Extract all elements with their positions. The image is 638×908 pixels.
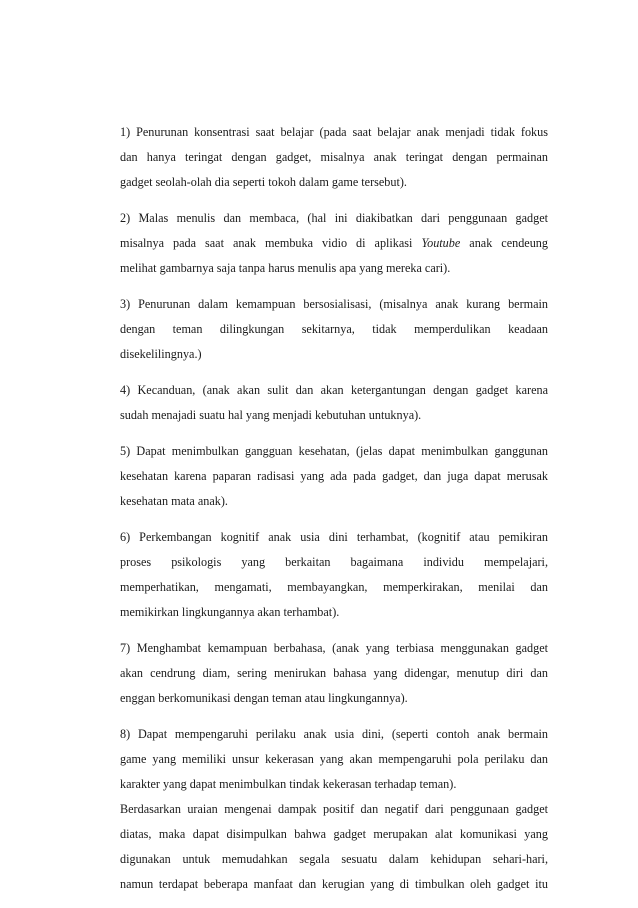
text-line: kesehatan karena paparan radisasi yang ada pada gadget, dan juga dapat merusak: [120, 469, 548, 483]
text-line: 6) Perkembangan kognitif anak usia dini terhambat, (kognitif atau pemikiran: [120, 530, 548, 544]
text-line: game yang memiliki unsur kekerasan yang akan mempengaruhi pola perilaku dan: [120, 752, 548, 766]
text-line: 4) Kecanduan, (anak akan sulit dan akan ketergantungan dengan gadget karena: [120, 383, 548, 397]
text-line: digunakan untuk memudahkan segala sesuatu dalam kehidupan sehari-hari,: [120, 852, 548, 866]
list-item-1: [120, 120, 548, 195]
text-line: 2) Malas menulis dan membaca, (hal ini diakibatkan dari penggunaan gadget: [120, 211, 548, 225]
text-line: diatas, maka dapat disimpulkan bahwa gadget merupakan alat komunikasi yang: [120, 827, 548, 841]
text-line: melihat gambarnya saja tanpa harus menulis apa yang mereka cari).: [120, 261, 451, 275]
text-line: gadget seolah-olah dia seperti tokoh dalam game tersebut).: [120, 175, 407, 189]
text-line: disekelilingnya.): [120, 347, 202, 361]
text-line: memikirkan lingkungannya akan terhambat).: [120, 605, 340, 619]
text-segment: anak cendeung: [469, 236, 548, 250]
text-line: dengan teman dilingkungan sekitarnya, tidak memperdulikan keadaan: [120, 322, 548, 336]
text-line: 1) Penurunan konsentrasi saat belajar (pada saat belajar anak menjadi tidak fokus: [120, 125, 548, 139]
list-item-5: [120, 439, 548, 514]
list-item-6: [120, 525, 548, 625]
text-line: memperhatikan, mengamati, membayangkan, memperkirakan, menilai dan: [120, 580, 548, 594]
text-line: karakter yang dapat menimbulkan tindak kekerasan terhadap teman).: [120, 777, 457, 791]
conclusion-paragraph: [120, 797, 548, 897]
text-line: 3) Penurunan dalam kemampuan bersosialisasi, (misalnya anak kurang bermain: [120, 297, 548, 311]
text-line: 8) Dapat mempengaruhi perilaku anak usia dini, (seperti contoh anak bermain: [120, 727, 548, 741]
text-line: enggan berkomunikasi dengan teman atau lingkungannya).: [120, 691, 408, 705]
text-line: dan hanya teringat dengan gadget, misalnya anak teringat dengan permainan: [120, 150, 548, 164]
document-body: [120, 120, 548, 908]
list-item-3: [120, 292, 548, 367]
list-item-2: [120, 206, 548, 281]
list-item-4: [120, 378, 548, 428]
text-line: akan cendrung diam, sering menirukan bahasa yang didengar, menutup diri dan: [120, 666, 548, 680]
text-line: kesehatan mata anak).: [120, 494, 228, 508]
text-segment: misalnya pada saat anak membuka vidio di aplikasi: [120, 236, 413, 250]
text-line: sudah menajadi suatu hal yang menjadi kebutuhan untuknya).: [120, 408, 422, 422]
text-line: [120, 231, 548, 256]
text-line: 5) Dapat menimbulkan gangguan kesehatan, (jelas dapat menimbulkan ganggunan: [120, 444, 548, 458]
list-item-8: [120, 722, 548, 797]
list-item-7: [120, 636, 548, 711]
text-line: namun terdapat beberapa manfaat dan kerugian yang di timbulkan oleh gadget itu: [120, 877, 548, 891]
text-line: proses psikologis yang berkaitan bagaimana individu mempelajari,: [120, 555, 548, 569]
text-line: Berdasarkan uraian mengenai dampak positif dan negatif dari penggunaan gadget: [120, 802, 548, 816]
text-line: 7) Menghambat kemampuan berbahasa, (anak yang terbiasa menggunakan gadget: [120, 641, 548, 655]
youtube-italic-text: Youtube: [421, 236, 461, 250]
